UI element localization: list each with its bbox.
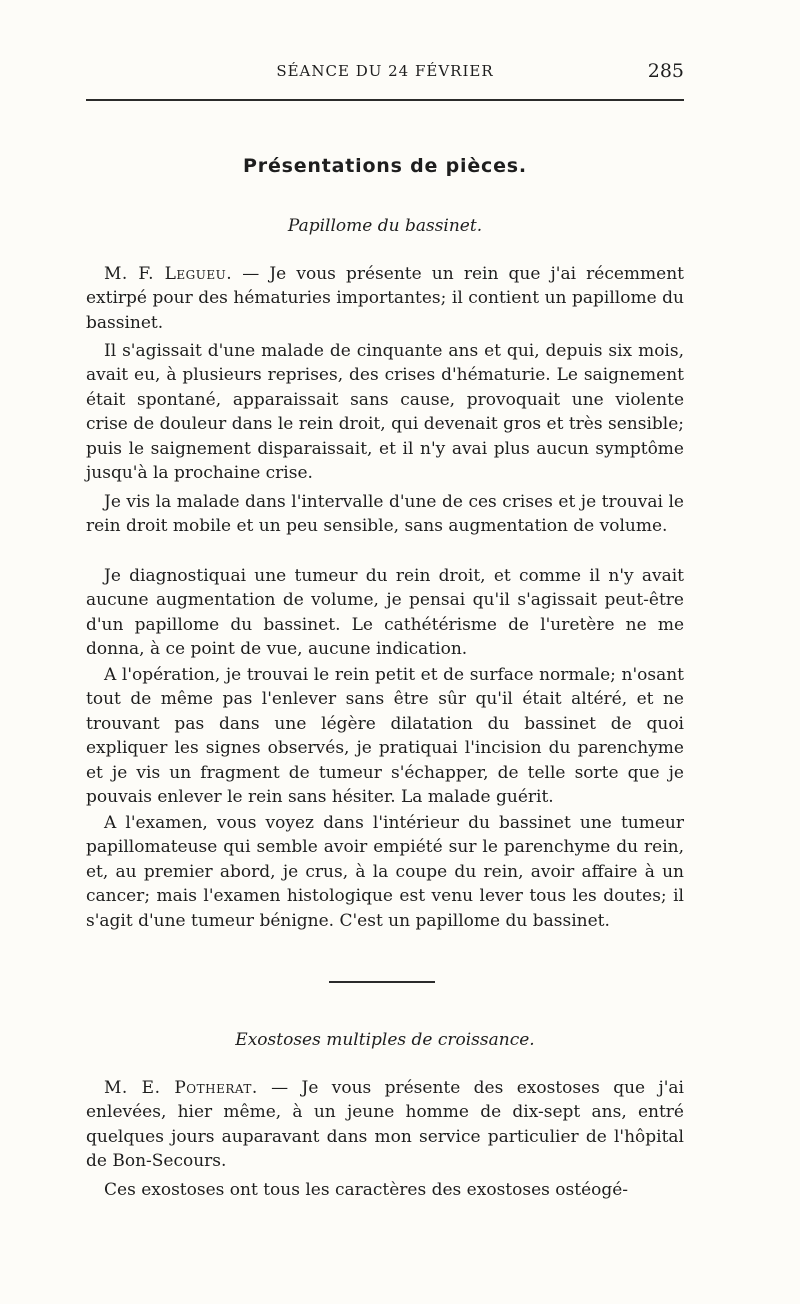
paper-title: Papillome du bassinet. bbox=[287, 216, 483, 236]
book-page bbox=[86, 0, 684, 1304]
paragraph: Il s'agissait d'une malade de cinquante ans et qui, depuis six mois, avait eu, à plusieurs reprises, des crises d'hématurie. Le saignement était spontané, apparaissait sans cause, provoquait une violente crise de douleur dans le rein droit, qui devenait gros et très sensible; puis le saignement disparaissait, et il n'y avai plus aucun symptôme jusqu'à la prochaine crise. bbox=[86, 341, 684, 484]
header-rule bbox=[86, 99, 684, 101]
paragraph: Je diagnostiquai une tumeur du rein droit, et comme il n'y avait aucune augmentation de volume, je pensai qu'il s'agissait peut-être d'un papillome du bassinet. Le cathétérisme de l'uretère ne me donna, à ce point de vue, aucune indication. bbox=[86, 566, 684, 660]
paragraph bbox=[86, 1076, 684, 1174]
running-head bbox=[86, 60, 684, 86]
speaker-name: M. F. Legueu. bbox=[104, 264, 233, 284]
paper-title: Exostoses multiples de croissance. bbox=[235, 1030, 535, 1050]
paragraph: Ces exostoses ont tous les caractères des exostoses ostéogé- bbox=[104, 1180, 629, 1200]
paragraph: A l'examen, vous voyez dans l'intérieur du bassinet une tumeur papillomateuse qui semble avoir empiété sur le parenchyme du rein, et, au premier abord, je crus, à la coupe du rein, avoir affaire à un cancer; mais l'examen histologique est venu lever tous les doutes; il s'agit d'une tumeur bénigne. C'est un papillome du bassinet. bbox=[86, 813, 684, 931]
page-number: 285 bbox=[647, 60, 684, 82]
section-heading: Présentations de pièces. bbox=[243, 155, 527, 177]
paragraph bbox=[86, 262, 684, 335]
paragraph: Je vis la malade dans l'intervalle d'une de ces crises et je trouvai le rein droit mobile et un peu sensible, sans augmentation de volume. bbox=[86, 492, 684, 537]
paragraph-text: — Je vous présente un rein que j'ai récemment extirpé pour des hématuries importantes; il contient un papillome du bassinet. bbox=[86, 264, 684, 333]
paragraph: A l'opération, je trouvai le rein petit et de surface normale; n'osant tout de même pas l'enlever sans être sûr qu'il était altéré, et ne trouvant pas dans une légère dilatation du bassinet de quoi expliquer les signes observés, je pratiquai l'incision du parenchyme et je vis un fragment de tumeur s'échapper, de telle sorte que je pouvais enlever le rein sans hésiter. La malade guérit. bbox=[86, 665, 684, 808]
speaker-name: M. E. Potherat. bbox=[104, 1078, 258, 1098]
paragraph-text: — Je vous présente des exostoses que j'ai enlevées, hier même, à un jeune homme de dix-sept ans, entré quelques jours auparavant dans mon service particulier de l'hôpital de Bon-Secours. bbox=[86, 1078, 684, 1172]
section-separator bbox=[329, 981, 435, 983]
running-title: SÉANCE DU 24 FÉVRIER bbox=[276, 62, 494, 80]
